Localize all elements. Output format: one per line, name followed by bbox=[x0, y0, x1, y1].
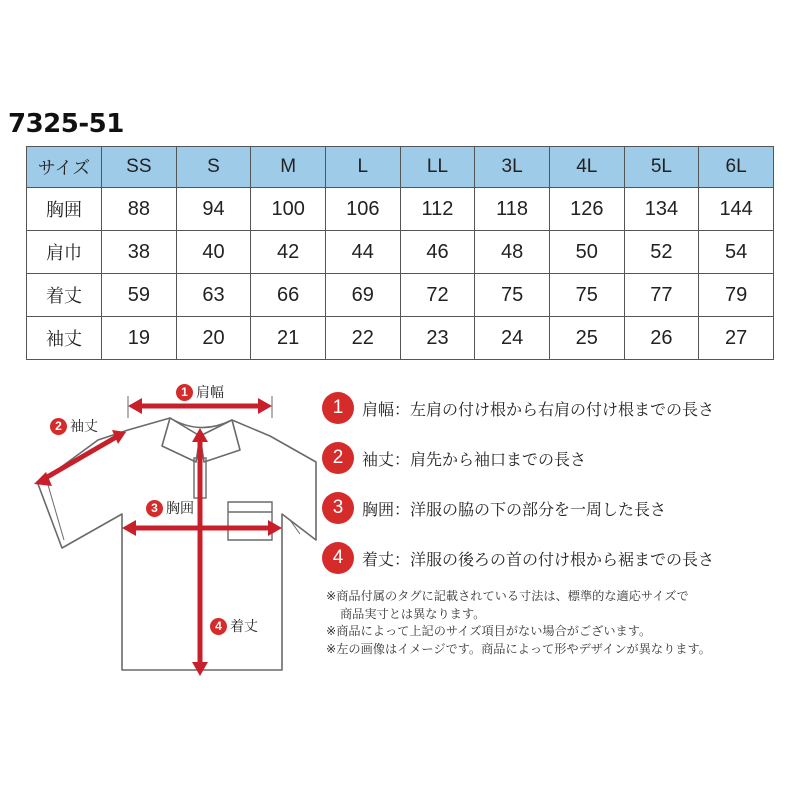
table-row bbox=[27, 274, 774, 317]
table-cell: 69 bbox=[325, 274, 400, 317]
table-row-label: 肩巾 bbox=[27, 231, 102, 274]
legend-item bbox=[322, 392, 714, 424]
table-cell: 48 bbox=[475, 231, 550, 274]
table-cell: 77 bbox=[624, 274, 699, 317]
table-cell: 112 bbox=[400, 188, 475, 231]
table-header-cell: サイズ bbox=[27, 147, 102, 188]
note-line: 商品実寸とは異なります。 bbox=[340, 606, 486, 621]
number-badge: 4 bbox=[210, 618, 227, 635]
table-header-cell: S bbox=[176, 147, 251, 188]
table-cell: 100 bbox=[251, 188, 326, 231]
table-cell: 118 bbox=[475, 188, 550, 231]
table-cell: 25 bbox=[549, 317, 624, 360]
table-header-cell: SS bbox=[102, 147, 177, 188]
note-line: ※商品によって上記のサイズ項目がない場合がございます。 bbox=[326, 624, 652, 638]
table-cell: 50 bbox=[549, 231, 624, 274]
table-cell: 46 bbox=[400, 231, 475, 274]
number-badge: 3 bbox=[322, 492, 354, 524]
table-header-cell: 4L bbox=[549, 147, 624, 188]
table-cell: 59 bbox=[102, 274, 177, 317]
table-header-row bbox=[27, 147, 774, 188]
table-cell: 44 bbox=[325, 231, 400, 274]
table-cell: 27 bbox=[699, 317, 774, 360]
table-cell: 26 bbox=[624, 317, 699, 360]
table-row-label: 着丈 bbox=[27, 274, 102, 317]
table-row bbox=[27, 231, 774, 274]
table-cell: 66 bbox=[251, 274, 326, 317]
table-cell: 40 bbox=[176, 231, 251, 274]
note-line: ※左の画像はイメージです。商品によって形やデザインが異なります。 bbox=[326, 641, 711, 656]
legend-text: 肩幅：左肩の付け根から右肩の付け根までの長さ bbox=[362, 399, 715, 419]
table-cell: 24 bbox=[475, 317, 550, 360]
table-header-cell: 5L bbox=[624, 147, 699, 188]
table-cell: 144 bbox=[699, 188, 774, 231]
body-length-label bbox=[210, 616, 258, 636]
polo-shirt-illustration bbox=[0, 370, 320, 690]
legend-item bbox=[322, 442, 586, 474]
table-cell: 19 bbox=[102, 317, 177, 360]
table-cell: 21 bbox=[251, 317, 326, 360]
legend-text: 着丈：洋服の後ろの首の付け根から裾までの長さ bbox=[362, 549, 715, 569]
table-cell: 126 bbox=[549, 188, 624, 231]
table-header-cell: LL bbox=[400, 147, 475, 188]
table-cell: 38 bbox=[102, 231, 177, 274]
legend-item bbox=[322, 542, 714, 574]
table-row bbox=[27, 188, 774, 231]
number-badge: 2 bbox=[50, 418, 67, 435]
diagram-label-text: 袖丈 bbox=[70, 419, 98, 435]
note-line: ※商品付属のタグに記載されている寸法は、標準的な適応サイズで bbox=[326, 589, 689, 603]
legend-text: 胸囲：洋服の脇の下の部分を一周した長さ bbox=[362, 499, 667, 519]
sleeve-length-label bbox=[50, 416, 98, 436]
table-row-label: 袖丈 bbox=[27, 317, 102, 360]
diagram-label-text: 胸囲 bbox=[166, 501, 194, 517]
table-header-cell: L bbox=[325, 147, 400, 188]
legend-text: 袖丈：肩先から袖口までの長さ bbox=[362, 449, 587, 469]
table-cell: 106 bbox=[325, 188, 400, 231]
table-cell: 75 bbox=[475, 274, 550, 317]
table-row-label: 胸囲 bbox=[27, 188, 102, 231]
table-cell: 54 bbox=[699, 231, 774, 274]
table-cell: 79 bbox=[699, 274, 774, 317]
table-cell: 20 bbox=[176, 317, 251, 360]
table-header-cell: 6L bbox=[699, 147, 774, 188]
chest-label bbox=[146, 498, 194, 518]
table-cell: 22 bbox=[325, 317, 400, 360]
notes bbox=[326, 588, 786, 658]
table-cell: 94 bbox=[176, 188, 251, 231]
table-row bbox=[27, 317, 774, 360]
table-header-cell: M bbox=[251, 147, 326, 188]
table-cell: 63 bbox=[176, 274, 251, 317]
table-header-cell: 3L bbox=[475, 147, 550, 188]
model-number: 7325-51 bbox=[8, 109, 124, 139]
legend-item bbox=[322, 492, 666, 524]
table-cell: 134 bbox=[624, 188, 699, 231]
size-table bbox=[26, 146, 774, 360]
number-badge: 3 bbox=[146, 500, 163, 517]
diagram-label-text: 肩幅 bbox=[196, 385, 224, 401]
number-badge: 4 bbox=[322, 542, 354, 574]
number-badge: 1 bbox=[322, 392, 354, 424]
table-cell: 75 bbox=[549, 274, 624, 317]
table-cell: 52 bbox=[624, 231, 699, 274]
measurement-diagram bbox=[0, 370, 320, 690]
number-badge: 2 bbox=[322, 442, 354, 474]
table-cell: 88 bbox=[102, 188, 177, 231]
table-cell: 72 bbox=[400, 274, 475, 317]
table-cell: 23 bbox=[400, 317, 475, 360]
shoulder-width-label bbox=[176, 382, 224, 402]
table-cell: 42 bbox=[251, 231, 326, 274]
number-badge: 1 bbox=[176, 384, 193, 401]
diagram-label-text: 着丈 bbox=[230, 619, 258, 635]
